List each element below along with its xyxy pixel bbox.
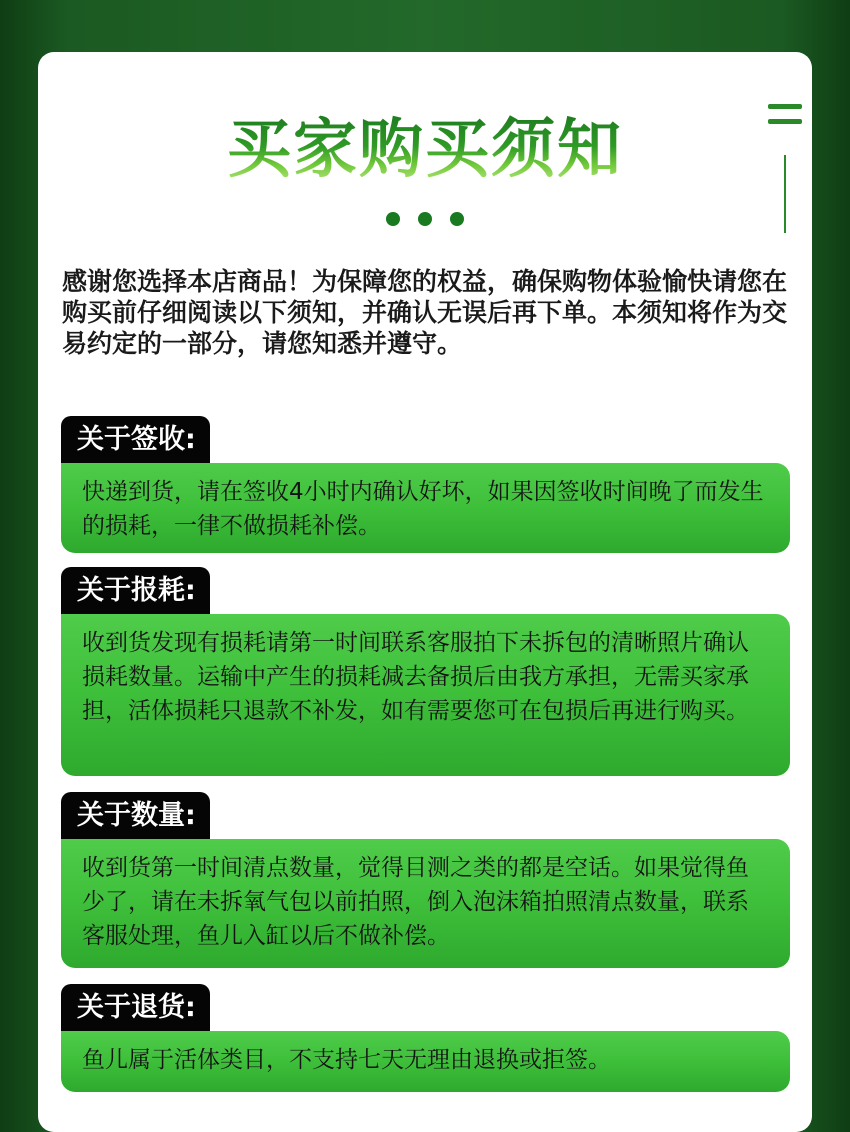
- section-label-loss-report: 关于报耗:: [61, 567, 210, 617]
- decor-bar: [768, 104, 802, 109]
- intro-paragraph: 感谢您选择本店商品！为保障您的权益，确保购物体验愉快请您在购买前仔细阅读以下须知，并确认无误后再下单。本须知将作为交易约定的一部分，请您知悉并遵守。: [62, 267, 788, 358]
- section-label-quantity: 关于数量:: [61, 792, 210, 842]
- menu-lines-decoration: [768, 104, 802, 128]
- section-body-loss-report: 收到货发现有损耗请第一时间联系客服拍下未拆包的清晰照片确认损耗数量。运输中产生的损耗减去备损后由我方承担，无需买家承担，活体损耗只退款不补发，如有需要您可在包损后再进行购买。: [61, 614, 790, 776]
- section-body-quantity: 收到货第一时间清点数量，觉得目测之类的都是空话。如果觉得鱼少了，请在未拆氧气包以前拍照，倒入泡沫箱拍照清点数量，联系客服处理，鱼儿入缸以后不做补偿。: [61, 839, 790, 968]
- page-title: 买家购买须知: [0, 112, 850, 188]
- dot-icon: [418, 212, 432, 226]
- dot-icon: [450, 212, 464, 226]
- dot-icon: [386, 212, 400, 226]
- section-body-receipt: 快递到货，请在签收4小时内确认好坏，如果因签收时间晚了而发生的损耗，一律不做损耗补偿。: [61, 463, 790, 553]
- section-label-receipt: 关于签收:: [61, 416, 210, 466]
- decor-bar: [768, 119, 802, 124]
- title-dots-decoration: [386, 212, 466, 228]
- section-label-returns: 关于退货:: [61, 984, 210, 1034]
- section-body-returns: 鱼儿属于活体类目，不支持七天无理由退换或拒签。: [61, 1031, 790, 1092]
- vertical-line-decoration: [784, 155, 786, 233]
